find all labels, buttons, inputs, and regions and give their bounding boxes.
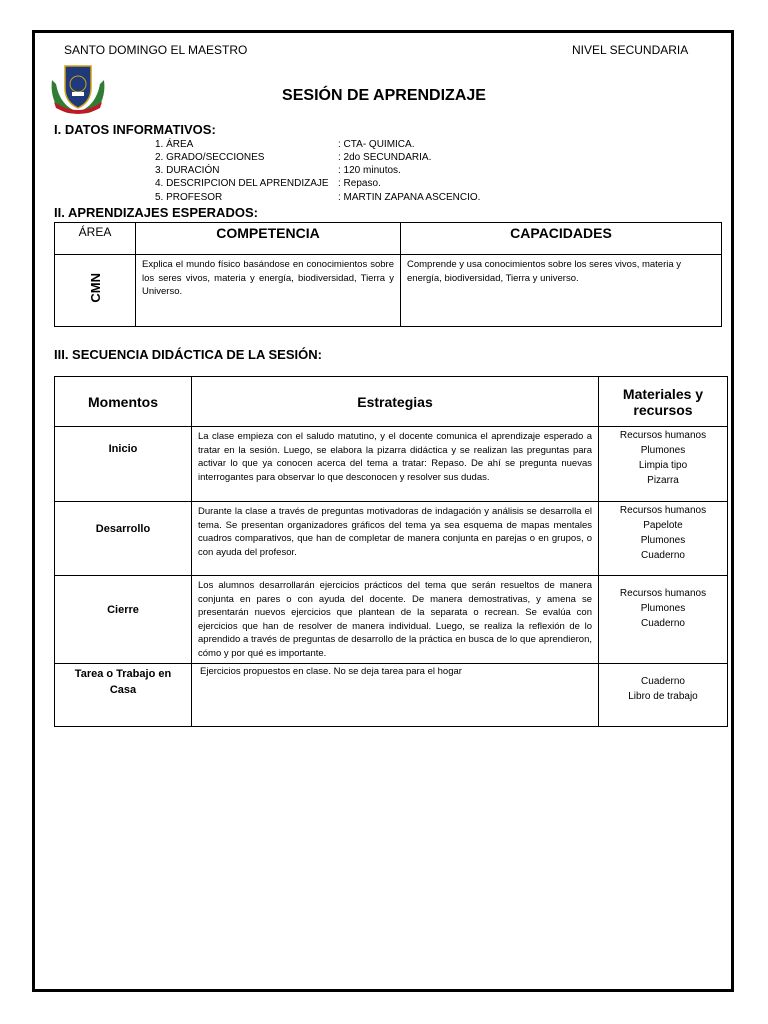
material-item: Plumones [640, 603, 686, 614]
info-value-profesor: : MARTIN ZAPANA ASCENCIO. [338, 192, 481, 203]
table-row [55, 502, 728, 576]
info-value-descripcion: : Repaso. [338, 178, 381, 189]
momento-inicio: Inicio [55, 427, 192, 502]
info-label-descripcion: 4. DESCRIPCION DEL APRENDIZAJE [155, 178, 329, 189]
estrategia-cierre: Los alumnos desarrollarán ejercicios prácticos del tema que serán resueltos de manera conjunta en pares o con ayuda del docente. De manera demostrativas, y amena se presentarán nuevos ejercicios que plantean de la separata o recrean. Se evalúa con ejercicios que han de resolver de manera individual. Luego, se realiza la reflexión de lo aprendido a través de preguntas de desarrollo de la práctica en busca de lo que aprendieron, cómo y por qué es importante. [192, 576, 599, 664]
estrategia-desarrollo: Durante la clase a través de preguntas motivadoras de indagación y análisis se desarrolla el tema. Se presentan organizadores gráficos del tema ya sea esquema de mapas mentales cuadros comparativos, que han de completar de manera conjunta en parejas o en grupos, o con ayuda del profesor. [192, 502, 599, 576]
col-header-capacidades: CAPACIDADES [401, 223, 722, 255]
materiales-desarrollo [599, 502, 728, 576]
info-value-grado: : 2do SECUNDARIA. [338, 152, 432, 163]
material-item: Plumones [640, 445, 686, 456]
materiales-inicio [599, 427, 728, 502]
info-value-duracion: : 120 minutos. [338, 165, 401, 176]
momento-desarrollo: Desarrollo [55, 502, 192, 576]
area-value: CMN [87, 273, 103, 303]
estrategia-inicio: La clase empieza con el saludo matutino, y el docente comunica el aprendizaje esperado a tratar en la sesión. Luego, se elabora la pizarra didáctica y se realizan las preguntas para activar lo que ya conocen acerca del tema a tratar: Repaso. De ahí se pregunta nuevas interrogantes para observar lo que desconocen y resolver sus dudas. [192, 427, 599, 502]
material-item: Cuaderno [641, 676, 685, 687]
material-item: Cuaderno [641, 618, 685, 629]
info-label-area: 1. ÁREA [155, 139, 194, 150]
col-header-competencia: COMPETENCIA [136, 223, 401, 255]
table-row [55, 427, 728, 502]
info-label-duracion: 3. DURACIÓN [155, 165, 220, 176]
didactic-sequence-table [54, 376, 728, 727]
momento-cierre: Cierre [55, 576, 192, 664]
material-item: Recursos humanos [619, 430, 707, 441]
estrategia-tarea: Ejercicios propuestos en clase. No se deja tarea para el hogar [192, 664, 599, 727]
area-cell [55, 255, 136, 327]
competencia-text: Explica el mundo físico basándose en conocimientos sobre los seres vivos, materia y energía, biodiversidad, Tierra y Universo. [136, 255, 401, 327]
materiales-tarea [599, 664, 728, 727]
capacidades-text: Comprende y usa conocimientos sobre los seres vivos, materia y energía, biodiversidad, Tierra y universo. [401, 255, 722, 327]
learning-outcomes-table [54, 222, 722, 327]
momento-tarea: Tarea o Trabajo en Casa [55, 664, 192, 727]
col-header-materiales: Materiales y recursos [599, 377, 728, 427]
material-item: Plumones [640, 535, 686, 546]
material-item: Limpia tipo [638, 460, 688, 471]
material-item: Recursos humanos [619, 588, 707, 599]
table-row [55, 664, 728, 727]
section-1-heading: I. DATOS INFORMATIVOS: [54, 122, 216, 137]
col-header-area: ÁREA [55, 223, 136, 255]
table-row [55, 576, 728, 664]
material-item: Recursos humanos [619, 505, 707, 516]
material-item: Papelote [643, 520, 683, 531]
info-label-grado: 2. GRADO/SECCIONES [155, 152, 265, 163]
school-name: SANTO DOMINGO EL MAESTRO [64, 43, 248, 57]
school-level: NIVEL SECUNDARIA [572, 43, 689, 57]
document-title: SESIÓN DE APRENDIZAJE [282, 87, 486, 104]
materiales-cierre [599, 576, 728, 664]
section-3-heading: III. SECUENCIA DIDÁCTICA DE LA SESIÓN: [54, 347, 322, 362]
info-value-area: : CTA- QUIMICA. [338, 139, 415, 150]
material-item: Pizarra [647, 475, 679, 486]
info-label-profesor: 5. PROFESOR [155, 192, 223, 203]
section-2-heading: II. APRENDIZAJES ESPERADOS: [54, 205, 258, 220]
col-header-momentos: Momentos [55, 377, 192, 427]
material-item: Libro de trabajo [628, 691, 698, 702]
material-item: Cuaderno [641, 550, 685, 561]
col-header-estrategias: Estrategias [192, 377, 599, 427]
